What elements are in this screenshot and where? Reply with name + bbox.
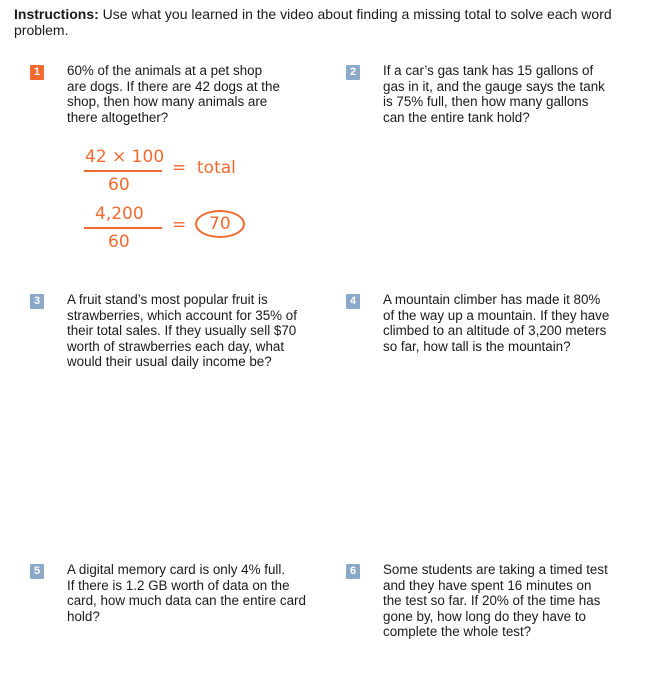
problem-line: and they have spent 16 minutes on	[383, 577, 592, 593]
problem-line: climbed to an altitude of 3,200 meters	[383, 323, 607, 339]
work-equals-1: =	[172, 158, 187, 178]
problem-line: there altogether?	[67, 109, 169, 125]
problem-line: are dogs. If there are 42 dogs at the	[67, 78, 280, 94]
problem-line: would their usual daily income be?	[67, 354, 272, 370]
work-denominator-1: 60	[108, 175, 130, 195]
fraction-bar-2	[84, 227, 162, 229]
problem-line: their total sales. If they usually sell $70	[67, 323, 297, 339]
problem-line: card, how much data can the entire card	[67, 593, 306, 609]
instructions-text: Use what you learned in the video about finding a missing total to solve each word problem.	[14, 6, 612, 38]
work-numerator-2: 4,200	[95, 204, 144, 224]
problem-2-text	[383, 63, 643, 129]
problem-3-text	[67, 292, 327, 372]
problem-line: gone by, how long do they have to	[383, 608, 586, 624]
instructions	[14, 6, 614, 38]
work-equals-2: =	[172, 215, 187, 235]
problem-5-text	[67, 562, 327, 628]
problem-6-text	[383, 562, 643, 642]
problem-number-badge: 5	[30, 564, 44, 579]
problem-1-text	[67, 63, 317, 129]
problem-line: strawberries, which account for 35% of	[67, 307, 297, 323]
problem-line: gas in it, and the gauge says the tank	[383, 78, 605, 94]
problem-line: of the way up a mountain. If they have	[383, 307, 610, 323]
problem-line: hold?	[67, 608, 100, 624]
work-answer: 70	[209, 214, 231, 234]
problem-line: A digital memory card is only 4% full.	[67, 562, 286, 577]
problem-4-text	[383, 292, 643, 358]
problem-line: A mountain climber has made it 80%	[383, 292, 601, 307]
problem-line: If a car’s gas tank has 15 gallons of	[383, 63, 594, 78]
problem-number-badge: 4	[346, 294, 360, 309]
work-denominator-2: 60	[108, 232, 130, 252]
problem-line: If there is 1.2 GB worth of data on the	[67, 577, 290, 593]
problem-line: 60% of the animals at a pet shop	[67, 63, 263, 78]
problem-line: Some students are taking a timed test	[383, 562, 608, 577]
problem-line: is 75% full, then how many gallons	[383, 94, 589, 110]
problem-number-badge: 1	[30, 65, 44, 80]
problem-number-badge: 3	[30, 294, 44, 309]
problem-number-badge: 2	[346, 65, 360, 80]
fraction-bar-1	[84, 170, 162, 172]
problem-line: the test so far. If 20% of the time has	[383, 593, 601, 609]
problem-line: can the entire tank hold?	[383, 109, 530, 125]
instructions-label: Instructions:	[14, 6, 99, 22]
problem-number-badge: 6	[346, 564, 360, 579]
problem-line: A fruit stand’s most popular fruit is	[67, 292, 268, 307]
problem-line: complete the whole test?	[383, 624, 532, 640]
work-result-label: total	[197, 158, 236, 178]
problem-line: shop, then how many animals are	[67, 94, 268, 110]
problem-line: so far, how tall is the mountain?	[383, 338, 571, 354]
work-numerator-1: 42 × 100	[85, 147, 165, 167]
problem-line: worth of strawberries each day, what	[67, 338, 285, 354]
